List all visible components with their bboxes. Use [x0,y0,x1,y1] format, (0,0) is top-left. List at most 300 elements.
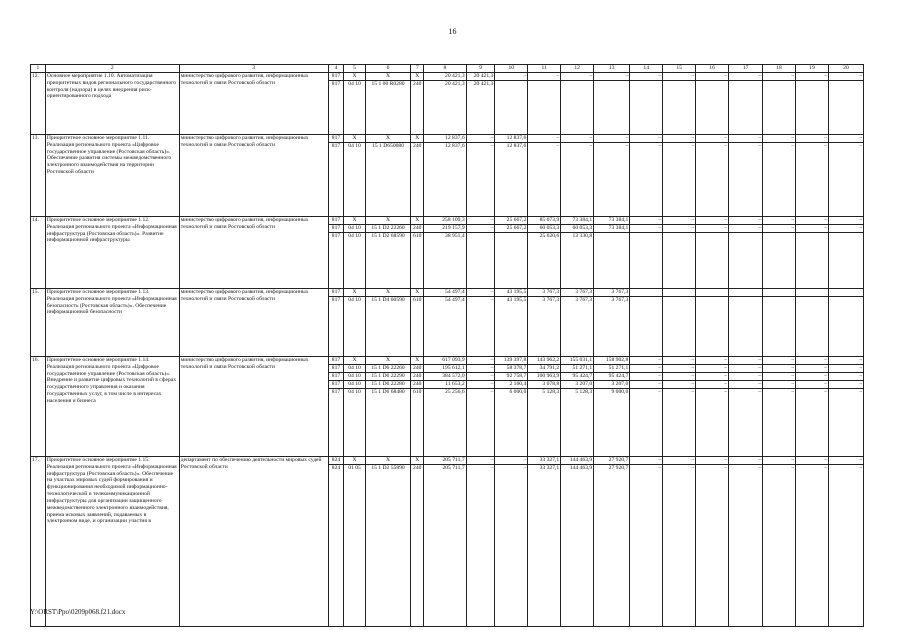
value-cell: 33 327,1 [528,465,561,627]
column-number: 8 [424,65,467,73]
value-cell: 817 [328,225,344,233]
value-cell: 20 421,3 [424,73,467,81]
value-cell: 240 [411,143,424,217]
value-cell [828,297,863,357]
value-cell: – [561,143,594,217]
value-cell [696,81,729,135]
value-cell: – [466,357,495,365]
column-number: 15 [663,65,696,73]
value-cell: 240 [411,81,424,135]
value-cell: 3 767,3 [561,297,594,357]
value-cell: 817 [328,217,344,225]
value-cell: X [411,357,424,365]
value-cell: – [495,465,528,627]
value-cell: – [663,465,696,627]
value-cell [763,289,796,297]
value-cell: 817 [328,297,344,357]
value-cell: 240 [411,373,424,381]
value-cell: 240 [411,225,424,233]
value-cell: 143 962,2 [528,357,561,365]
value-cell: 73 384,1 [594,217,630,225]
value-cell [796,289,829,297]
row-number: 16. [31,357,46,457]
value-cell: – [763,389,796,457]
value-cell: – [696,135,729,143]
value-cell: 817 [328,233,344,289]
row-number: 13. [31,135,46,217]
value-cell: – [796,457,829,465]
row-number: 14. [31,217,46,289]
value-cell: – [466,465,495,627]
value-cell: – [828,465,863,627]
value-cell: 100 963,9 [528,373,561,381]
value-cell: – [630,143,663,217]
value-cell: – [696,217,729,225]
value-cell: – [796,135,829,143]
value-cell: 51 271,1 [594,365,630,373]
value-cell: – [763,143,796,217]
value-cell [828,81,863,135]
value-cell: 3 207,0 [594,381,630,389]
value-cell: 25 667,2 [495,225,528,233]
executor: департамент по обеспечению деятельности мировых судей Ростовской области [179,457,328,627]
value-cell: 04 10 [344,365,365,373]
value-cell: 04 10 [344,81,365,135]
value-cell: 15 1 D6 68480 [365,389,411,457]
value-cell: X [344,457,365,465]
value-cell: – [466,135,495,143]
value-cell: 15 1 D6 22260 [365,365,411,373]
value-cell: – [796,73,829,81]
value-cell: 5 128,3 [528,389,561,457]
value-cell: – [828,143,863,217]
value-cell: – [796,381,829,389]
value-cell: 817 [328,389,344,457]
value-cell: 15 1 00 R0280 [365,81,411,135]
value-cell: 85 673,9 [528,217,561,225]
value-cell: – [828,389,863,457]
value-cell: – [663,365,696,373]
value-cell: – [466,217,495,225]
value-cell: 60 053,3 [561,225,594,233]
value-cell: – [796,143,829,217]
value-cell: X [411,457,424,465]
value-cell: – [796,373,829,381]
value-cell: X [365,217,411,225]
value-cell: 3 767,3 [594,289,630,297]
value-cell [763,297,796,357]
value-cell: 95 424,7 [594,373,630,381]
value-cell: 610 [411,297,424,357]
value-cell: 817 [328,373,344,381]
value-cell: 3 767,3 [528,289,561,297]
value-cell: – [630,389,663,457]
value-cell: – [696,389,729,457]
value-cell: – [696,365,729,373]
value-cell: – [466,373,495,381]
column-number: 20 [828,65,863,73]
value-cell: – [696,457,729,465]
value-cell [663,289,696,297]
value-cell: 34 791,2 [528,365,561,373]
value-cell: – [495,457,528,465]
column-number: 16 [696,65,729,73]
value-cell: 20 421,3 [466,73,495,81]
value-cell: – [466,365,495,373]
value-cell: – [663,143,696,217]
value-cell: – [763,457,796,465]
value-cell: 258 109,3 [424,217,467,225]
column-number: 7 [411,65,424,73]
value-cell: 04 10 [344,225,365,233]
value-cell: – [630,365,663,373]
column-number: 11 [528,65,561,73]
value-cell: 5 128,3 [561,389,594,457]
value-cell [663,297,696,357]
value-cell: – [466,297,495,357]
value-cell: – [630,135,663,143]
column-number: 2 [45,65,179,73]
value-cell: 51 271,1 [561,365,594,373]
column-number: 3 [179,65,328,73]
value-cell: – [729,457,763,465]
value-cell: 04 10 [344,373,365,381]
value-cell: – [663,373,696,381]
value-cell: – [796,389,829,457]
column-number: 12 [561,65,594,73]
value-cell: 144 463,9 [561,465,594,627]
value-cell: – [696,143,729,217]
executor: министерство цифрового развития, информационных технологий и связи Ростовской области [179,73,328,135]
value-cell: – [594,73,630,81]
value-cell: X [411,217,424,225]
value-cell: – [729,225,763,233]
value-cell: 195 612,1 [424,365,467,373]
value-cell [594,81,630,135]
value-cell: 3 767,3 [594,297,630,357]
value-cell [594,233,630,289]
value-cell: 205 711,7 [424,457,467,465]
value-cell: – [466,289,495,297]
column-number: 5 [344,65,365,73]
value-cell: 15 1 D2 55890 [365,465,411,627]
value-cell: 610 [411,389,424,457]
value-cell [466,233,495,289]
table-row [31,73,864,81]
value-cell: 240 [411,365,424,373]
value-cell: – [630,217,663,225]
value-cell: – [630,73,663,81]
value-cell: 817 [328,357,344,365]
table-row [31,357,864,365]
value-cell: – [729,465,763,627]
value-cell: 384 572,0 [424,373,467,381]
value-cell: – [828,365,863,373]
value-cell: 817 [328,289,344,297]
value-cell [763,233,796,289]
value-cell: – [663,217,696,225]
value-cell: 25 667,2 [495,217,528,225]
value-cell [729,81,763,135]
value-cell: – [528,73,561,81]
value-cell: – [466,225,495,233]
column-number: 4 [328,65,344,73]
value-cell: 04 10 [344,389,365,457]
value-cell: – [495,73,528,81]
value-cell: 01 05 [344,465,365,627]
value-cell: – [528,143,561,217]
value-cell: – [630,373,663,381]
value-cell: – [561,73,594,81]
value-cell: – [630,225,663,233]
value-cell: 04 10 [344,233,365,289]
value-cell: – [729,217,763,225]
value-cell: – [828,457,863,465]
executor: министерство цифрового развития, информационных технологий и связи Ростовской области [179,135,328,217]
value-cell: 38 951,4 [424,233,467,289]
value-cell: 04 10 [344,143,365,217]
value-cell [796,233,829,289]
value-cell: – [763,217,796,225]
value-cell: – [663,357,696,365]
value-cell: 817 [328,81,344,135]
value-cell: 9 000,0 [594,389,630,457]
value-cell: – [663,381,696,389]
row-number: 12. [31,73,46,135]
measure-name: Приоритетное основное мероприятие 1.14. Реализация регионального проекта «Цифровое государственное управление (Ростовская область)». Внедрение и развитие цифровых технологий в сферах государственного управления и оказания государственных услуг, в том числе в интересах населения и бизнеса [45,357,179,457]
value-cell: X [365,135,411,143]
value-cell: 15 1 D6 22280 [365,381,411,389]
value-cell: 824 [328,465,344,627]
measure-name: Основное мероприятие 1.10. Автоматизация приоритетных видов регионального государственного контроля (надзора) в целях внедрения риск-ориентированного подхода [45,73,179,135]
value-cell: 43 195,5 [495,289,528,297]
value-cell: 817 [328,143,344,217]
measure-name: Приоритетное основное мероприятие 1.15. Реализация регионального проекта «Информационная инфраструктура (Ростовская область)». Обеспечение на участках мировых судей формирования и функционирования необходимой информационно-технологической и телекоммуникационной инфраструктуры для организации защищенного межведомственного электронного взаимодействия, приема исковых заявлений, подаваемых в электронном виде, и организации участия в [45,457,179,627]
value-cell [630,81,663,135]
value-cell [630,297,663,357]
table-row [31,135,864,143]
value-cell: – [561,135,594,143]
value-cell: – [729,73,763,81]
value-cell [528,81,561,135]
value-cell: – [729,357,763,365]
value-cell [696,233,729,289]
value-cell: 95 424,7 [561,373,594,381]
value-cell: 12 837,6 [495,143,528,217]
value-cell: 33 327,1 [528,457,561,465]
value-cell: 15 1 D2 22260 [365,225,411,233]
executor: министерство цифрового развития, информационных технологий и связи Ростовской области [179,217,328,289]
value-cell: – [828,373,863,381]
value-cell: – [796,465,829,627]
value-cell: 73 384,1 [561,217,594,225]
value-cell: 20 421,3 [466,81,495,135]
value-cell: – [663,135,696,143]
value-cell: 139 397,8 [495,357,528,365]
value-cell: – [828,357,863,365]
value-cell: 240 [411,381,424,389]
value-cell: – [594,135,630,143]
row-number: 15. [31,289,46,357]
value-cell [796,297,829,357]
value-cell: – [696,381,729,389]
value-cell: – [696,465,729,627]
value-cell: – [763,73,796,81]
value-cell: – [594,143,630,217]
value-cell: 158 902,8 [594,357,630,365]
value-cell: 92 758,7 [495,373,528,381]
column-number: 1 [31,65,46,73]
executor: министерство цифрового развития, информационных технологий и связи Ростовской области [179,289,328,357]
value-cell: – [696,225,729,233]
value-cell: – [763,357,796,365]
value-cell: – [696,357,729,365]
value-cell [696,297,729,357]
value-cell: 817 [328,365,344,373]
value-cell: 817 [328,381,344,389]
value-cell [729,297,763,357]
value-cell [495,81,528,135]
value-cell: 15 1 D4 00590 [365,297,411,357]
value-cell: – [763,135,796,143]
value-cell: – [663,73,696,81]
value-cell: – [466,143,495,217]
value-cell: 25 620,6 [528,233,561,289]
value-cell: 27 920,7 [594,465,630,627]
value-cell: – [466,457,495,465]
column-number: 9 [466,65,495,73]
value-cell: 205 711,7 [424,465,467,627]
value-cell [828,289,863,297]
value-cell [696,289,729,297]
value-cell [663,233,696,289]
value-cell: 3 078,8 [528,381,561,389]
value-cell: 240 [411,465,424,627]
column-number: 18 [763,65,796,73]
column-number: 6 [365,65,411,73]
value-cell: – [763,373,796,381]
row-number: 17. [31,457,46,627]
value-cell: X [344,289,365,297]
table-row [31,457,864,465]
value-cell: 04 10 [344,381,365,389]
value-cell: 54 497,4 [424,297,467,357]
measure-name: Приоритетное основное мероприятие 1.13. Реализация регионального проекта «Информационная безопасность (Ростовская область)». Обеспечение информационной безопасности [45,289,179,357]
value-cell: – [763,381,796,389]
column-number: 13 [594,65,630,73]
value-cell: 2 160,4 [495,381,528,389]
value-cell: – [663,389,696,457]
budget-table [30,64,864,627]
value-cell: 824 [328,457,344,465]
value-cell [763,81,796,135]
value-cell [495,233,528,289]
value-cell: X [344,135,365,143]
column-number: 10 [495,65,528,73]
value-cell: 20 421,3 [424,81,467,135]
value-cell: – [828,217,863,225]
value-cell [729,233,763,289]
value-cell: – [763,225,796,233]
value-cell: 15 1 D2 68590 [365,233,411,289]
value-cell: X [365,457,411,465]
value-cell: 25 256,6 [424,389,467,457]
value-cell: 11 653,2 [424,381,467,389]
value-cell: X [411,135,424,143]
value-cell: X [365,289,411,297]
value-cell: X [411,73,424,81]
executor: министерство цифрового развития, информационных технологий и связи Ростовской области [179,357,328,457]
value-cell: – [796,357,829,365]
value-cell: X [365,357,411,365]
value-cell [796,81,829,135]
value-cell: – [630,357,663,365]
table-row [31,217,864,225]
value-cell: – [466,381,495,389]
value-cell: X [344,217,365,225]
value-cell: – [828,73,863,81]
value-cell: – [828,225,863,233]
value-cell: – [696,373,729,381]
value-cell: 3 207,0 [561,381,594,389]
value-cell: 58 378,7 [495,365,528,373]
value-cell: – [630,465,663,627]
value-cell: 3 767,3 [561,289,594,297]
value-cell: – [763,365,796,373]
value-cell: X [344,73,365,81]
value-cell: 3 767,3 [528,297,561,357]
column-number: 14 [630,65,663,73]
value-cell: 617 093,9 [424,357,467,365]
value-cell: 817 [328,73,344,81]
column-number-row [31,65,864,73]
value-cell: – [663,457,696,465]
value-cell: X [365,73,411,81]
value-cell [630,233,663,289]
value-cell: – [630,381,663,389]
value-cell: 12 837,6 [424,143,467,217]
value-cell: – [729,143,763,217]
value-cell: – [796,365,829,373]
value-cell: – [528,135,561,143]
value-cell: – [828,135,863,143]
value-cell: 12 837,6 [424,135,467,143]
value-cell: X [344,357,365,365]
value-cell: – [630,457,663,465]
value-cell [729,289,763,297]
value-cell [828,233,863,289]
value-cell [561,81,594,135]
value-cell: – [466,389,495,457]
value-cell: 04 10 [344,297,365,357]
value-cell: 15 1 D650080 [365,143,411,217]
measure-name: Приоритетное основное мероприятие 1.11. Реализация регионального проекта «Цифровое государственное управление (Ростовская область)». Обеспечение развития системы межведомственного электронного взаимодействия на территории Ростовской области [45,135,179,217]
value-cell: 144 463,9 [561,457,594,465]
column-number: 17 [729,65,763,73]
value-cell: – [729,135,763,143]
value-cell: – [696,73,729,81]
value-cell: 13 330,8 [561,233,594,289]
value-cell: 6 000,0 [495,389,528,457]
value-cell: – [763,465,796,627]
value-cell [630,289,663,297]
value-cell: 610 [411,233,424,289]
value-cell: 15 1 D6 22290 [365,373,411,381]
value-cell: X [411,289,424,297]
value-cell: – [796,225,829,233]
value-cell: – [663,225,696,233]
value-cell: 73 384,1 [594,225,630,233]
